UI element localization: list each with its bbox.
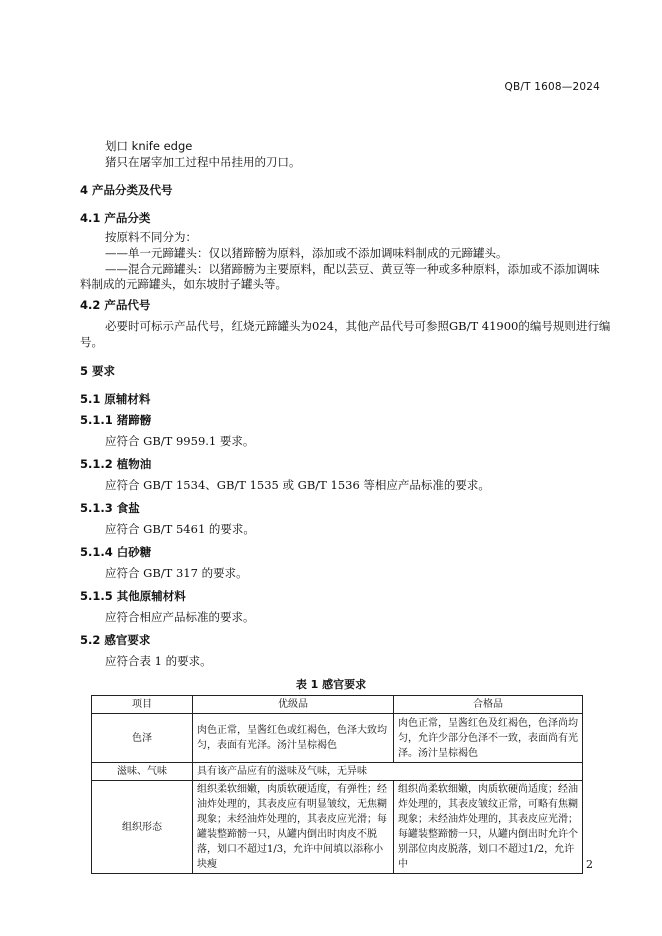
section-4-2-heading: 4.2 产品代号 [80,298,151,312]
header-premium: 优级品 [193,696,394,714]
section-5-1-heading: 5.1 原辅材料 [80,392,151,406]
section-4-heading: 4 产品分类及代号 [80,183,173,197]
section-4-2-line-2: 号。 [80,335,103,349]
header-qualified: 合格品 [394,696,583,714]
row-texture-premium: 组织柔软细嫩，肉质软硬适度，有弹性；经油炸处理的，其表皮应有明显皱纹，无焦糊现象；未经油炸处理的，其表皮应光滑；每罐装整蹄髈一只，从罐内倒出时肉皮不脱落，划口不超过1/3，允许中间填以添称小块瘦 [193,781,394,874]
row-texture-item: 组织形态 [92,781,193,874]
doc-code-header: QB/T 1608—2024 [504,81,600,93]
section-5-1-4-heading: 5.1.4 白砂糖 [80,545,152,559]
section-5-1-1-text: 应符合 GB/T 9959.1 要求。 [105,434,255,448]
sensory-requirements-table [91,695,583,874]
section-4-1-item-2-line-1: ——混合元蹄罐头：以猪蹄髈为主要原料，配以芸豆、黄豆等一种或多种原料，添加或不添加调味 [105,262,600,276]
section-5-1-2-text: 应符合 GB/T 1534、GB/T 1535 或 GB/T 1536 等相应产品标准的要求。 [105,478,490,492]
table-1-caption: 表 1 感官要求 [295,678,367,691]
row-color-premium: 肉色正常，呈酱红色或红褐色，色泽大致均匀，表面有光泽。汤汁呈棕褐色 [193,714,394,763]
section-5-1-4-text: 应符合 GB/T 317 的要求。 [105,566,248,580]
row-color-item: 色泽 [92,714,193,763]
section-4-1-item-2-line-2: 料制成的元蹄罐头，如东坡肘子罐头等。 [80,277,287,291]
row-taste-item: 滋味、气味 [92,763,193,781]
section-4-1-heading: 4.1 产品分类 [80,211,151,225]
section-5-1-3-text: 应符合 GB/T 5461 的要求。 [105,522,255,536]
header-item: 项目 [92,696,193,714]
section-4-2-line-1: 必要时可标示产品代号，红烧元蹄罐头为024，其他产品代号可参照GB/T 41900的编号规则进行编 [105,319,611,333]
section-4-1-intro: 按原料不同分为： [105,230,197,244]
section-5-heading: 5 要求 [80,364,116,378]
section-5-1-3-heading: 5.1.3 食盐 [80,501,140,515]
section-5-1-5-heading: 5.1.5 其他原辅材料 [80,589,186,603]
section-5-2-heading: 5.2 感官要求 [80,633,151,647]
term-definition: 猪只在屠宰加工过程中吊挂用的刀口。 [105,155,301,169]
table-row [92,781,583,874]
section-5-1-1-heading: 5.1.1 猪蹄髈 [80,413,152,427]
table-row [92,763,583,781]
page-number: 2 [586,858,593,871]
row-color-qualified: 肉色正常，呈酱红色及红褐色，色泽尚均匀，允许少部分色泽不一致，表面尚有光泽。汤汁呈棕褐色 [394,714,583,763]
section-4-1-item-1: ——单一元蹄罐头：仅以猪蹄髈为原料，添加或不添加调味料制成的元蹄罐头。 [105,246,508,260]
section-5-1-2-heading: 5.1.2 植物油 [80,457,152,471]
table-row [92,714,583,763]
term-title: 划口 knife edge [105,139,193,153]
section-5-1-5-text: 应符合相应产品标准的要求。 [105,610,255,624]
table-header-row [92,696,583,714]
row-texture-qualified: 组织尚柔软细嫩，肉质软硬尚适度；经油炸处理的，其表皮皱纹正常，可略有焦糊现象；未经油炸处理的，其表皮应光滑；每罐装整蹄髈一只，从罐内倒出时允许个别部位肉皮脱落，划口不超过1/2，允许中 [394,781,583,874]
section-5-2-text: 应符合表 1 的要求。 [105,654,212,668]
row-taste-merged: 具有该产品应有的滋味及气味，无异味 [193,763,583,781]
